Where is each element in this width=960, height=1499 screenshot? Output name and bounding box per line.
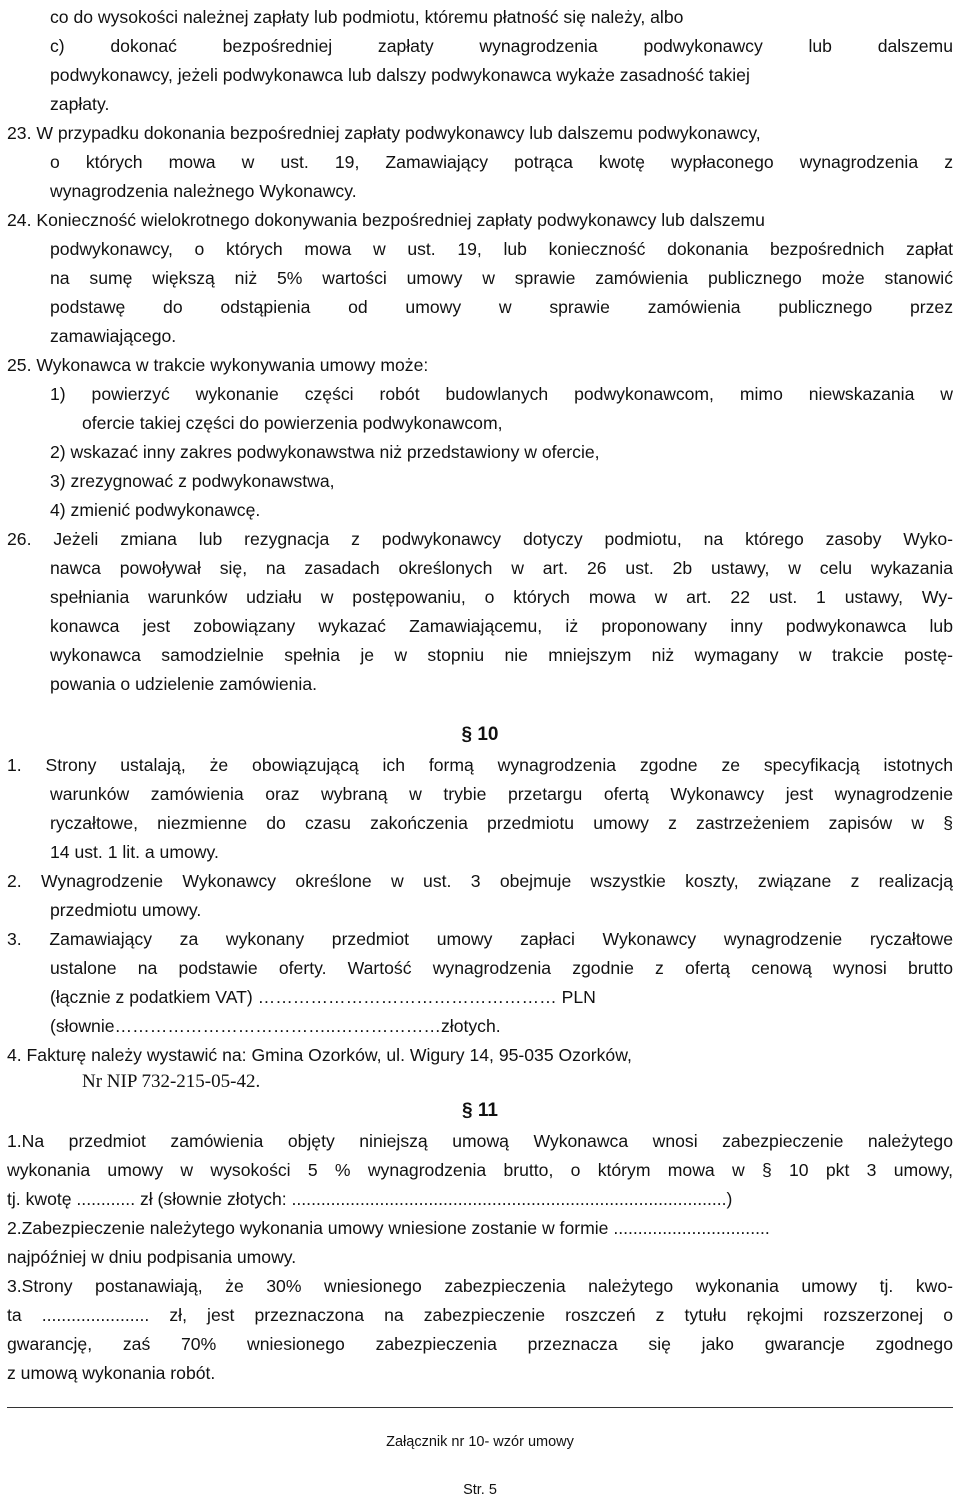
- section-heading: § 10: [461, 724, 499, 745]
- text-line: 3.Strony postanawiają, że 30% wniesionego zabezpieczenia należytego wykonania umowy tj. kwo-: [7, 1276, 953, 1296]
- text-line: ta ...................... zł, jest przeznaczona na zabezpieczenie roszczeń z tytułu rękojmi rozszerzonej o: [7, 1305, 953, 1325]
- text-line: zapłaty.: [50, 94, 110, 114]
- text-line: 1) powierzyć wykonanie części robót budowlanych podwykonawcom, mimo niewskazania w: [50, 384, 953, 404]
- text-line: podwykonawcy, jeżeli podwykonawca lub dalszy podwykonawca wykaże zasadność takiej: [50, 65, 750, 85]
- text-line: podstawę do odstąpienia od umowy w sprawie zamówienia publicznego przez: [50, 297, 953, 317]
- text-line: spełniania warunków udziału w postępowaniu, o których mowa w art. 22 ust. 1 ustawy, Wy-: [50, 587, 953, 607]
- text-line: na sumę większą niż 5% wartości umowy w sprawie zamówienia publicznego może stanowić: [50, 268, 953, 288]
- text-line: 4) zmienić podwykonawcę.: [50, 500, 261, 520]
- text-line: powania o udzielenie zamówienia.: [50, 674, 318, 694]
- text-line: warunków zamówienia oraz wybraną w trybie przetargu ofertą Wykonawcy jest wynagrodzenie: [50, 784, 953, 804]
- text-line: co do wysokości należnej zapłaty lub podmiotu, któremu płatność się należy, albo: [50, 7, 684, 27]
- text-line: o których mowa w ust. 19, Zamawiający potrąca kwotę wypłaconego wynagrodzenia z: [50, 152, 953, 172]
- text-line: najpóźniej w dniu podpisania umowy.: [7, 1247, 297, 1267]
- text-line: wykonania umowy w wysokości 5 % wynagrodzenia brutto, o którym mowa w § 10 pkt 3 umowy,: [7, 1160, 953, 1180]
- text-line: (łącznie z podatkiem VAT) …………………………………………… PLN: [50, 987, 596, 1007]
- text-line: 2.Zabezpieczenie należytego wykonania umowy wniesione zostanie w formie ................................: [7, 1218, 770, 1238]
- text-line: 2) wskazać inny zakres podwykonawstwa niż przedstawiony w ofercie,: [50, 442, 600, 462]
- footer-attachment-label: Załącznik nr 10- wzór umowy: [386, 1434, 574, 1450]
- text-line: konawca jest zobowiązany wykazać Zamawiającemu, iż proponowany inny podwykonawca lub: [50, 616, 953, 636]
- text-line: ustalone na podstawie oferty. Wartość wynagrodzenia zgodnie z ofertą cenową wynosi brutto: [50, 958, 953, 978]
- text-line: 24. Konieczność wielokrotnego dokonywania bezpośredniej zapłaty podwykonawcy lub dalszemu: [7, 210, 765, 230]
- text-line: 3. Zamawiający za wykonany przedmiot umowy zapłaci Wykonawcy wynagrodzenie ryczałtowe: [7, 929, 953, 949]
- text-line: z umową wykonania robót.: [7, 1363, 216, 1383]
- section-heading: § 11: [462, 1100, 498, 1121]
- text-line: zamawiającego.: [50, 326, 177, 346]
- text-line: 14 ust. 1 lit. a umowy.: [50, 842, 219, 862]
- footer-divider: [7, 1407, 953, 1408]
- text-line: 1.Na przedmiot zamówienia objęty niniejszą umową Wykonawca wnosi zabezpieczenie należytego: [7, 1131, 953, 1151]
- text-line: wykonawca samodzielnie spełnia je w stopniu nie mniejszym niż wymagany w trakcie postę-: [50, 645, 953, 665]
- text-line: tj. kwotę ............ zł (słownie złotych: .........................................................................................): [7, 1189, 733, 1209]
- text-line: 26. Jeżeli zmiana lub rezygnacja z podwykonawcy dotyczy podmiotu, na którego zasoby Wyko-: [7, 529, 953, 549]
- text-line: 2. Wynagrodzenie Wykonawcy określone w ust. 3 obejmuje wszystkie koszty, związane z realizacją: [7, 871, 953, 891]
- text-line: ryczałtowe, niezmienne do czasu zakończenia przedmiotu umowy z zastrzeżeniem zapisów w §: [50, 813, 953, 833]
- text-line: c) dokonać bezpośredniej zapłaty wynagrodzenia podwykonawcy lub dalszemu: [50, 36, 953, 56]
- text-line: nawca powoływał się, na zasadach określonych w art. 26 ust. 2b ustawy, w celu wykazania: [50, 558, 953, 578]
- text-line: ofercie takiej części do powierzenia podwykonawcom,: [82, 413, 503, 433]
- text-line: Nr NIP 732-215-05-42.: [82, 1071, 261, 1092]
- text-line: przedmiotu umowy.: [50, 900, 202, 920]
- text-line: 4. Fakturę należy wystawić na: Gmina Ozorków, ul. Wigury 14, 95-035 Ozorków,: [7, 1045, 632, 1065]
- text-line: wynagrodzenia należnego Wykonawcy.: [50, 181, 357, 201]
- text-line: 3) zrezygnować z podwykonawstwa,: [50, 471, 335, 491]
- text-line: gwarancję, zaś 70% wniesionego zabezpieczenia przeznacza się jako gwarancje zgodnego: [7, 1334, 953, 1354]
- text-line: podwykonawcy, o których mowa w ust. 19, lub konieczność dokonania bezpośrednich zapłat: [50, 239, 953, 259]
- text-line: 23. W przypadku dokonania bezpośredniej zapłaty podwykonawcy lub dalszemu podwykonawcy,: [7, 123, 761, 143]
- page-number: Str. 5: [463, 1482, 497, 1498]
- text-line: 1. Strony ustalają, że obowiązującą ich formą wynagrodzenia zgodne ze specyfikacją istotnych: [7, 755, 953, 775]
- text-line: 25. Wykonawca w trakcie wykonywania umowy może:: [7, 355, 429, 375]
- text-line: (słownie………………………………..………………złotych.: [50, 1016, 501, 1036]
